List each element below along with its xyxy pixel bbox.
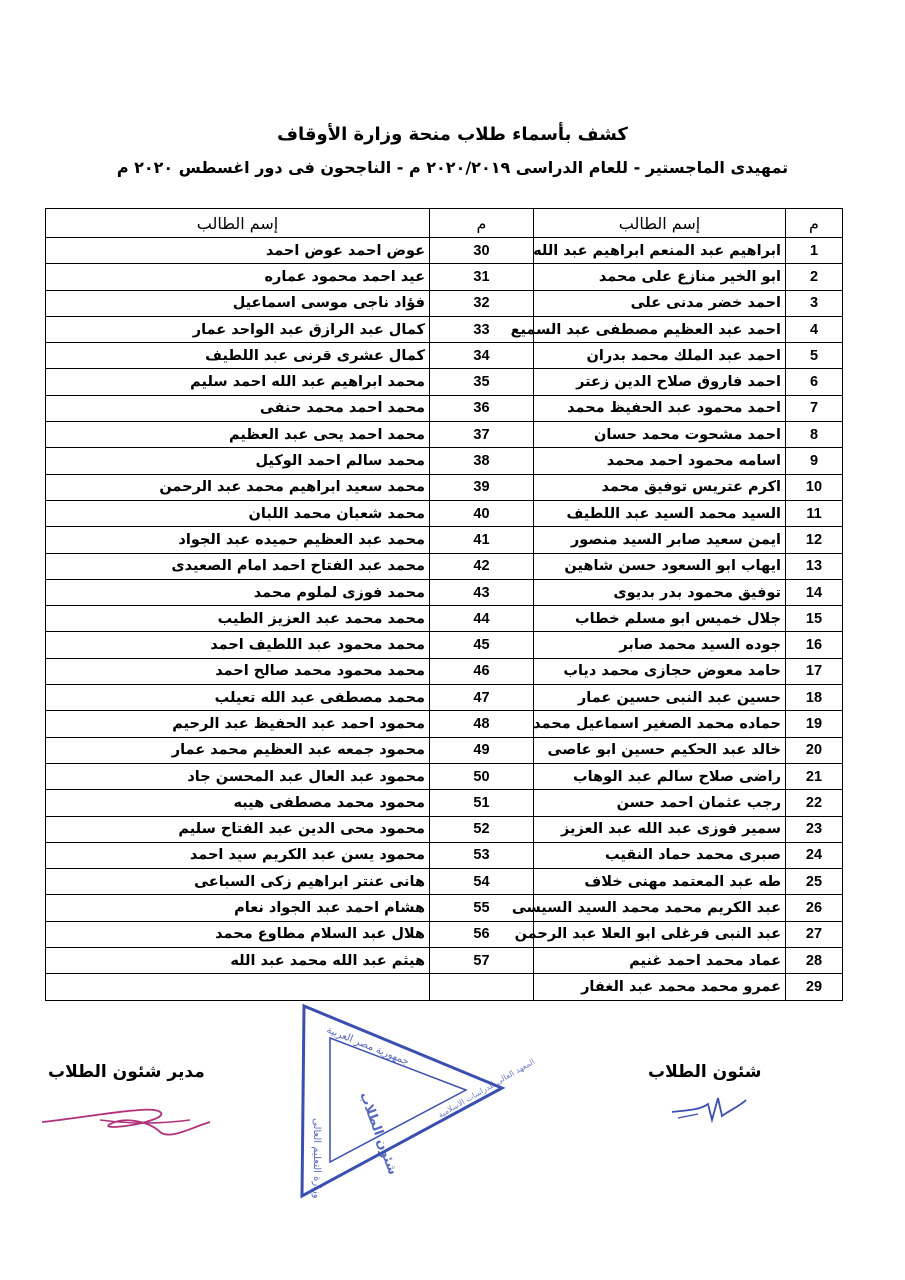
student-name: محمود يسن عبد الكريم سيد احمد [46, 842, 430, 868]
row-number: 17 [786, 658, 843, 684]
table-row [46, 553, 843, 579]
student-name: هشام احمد عبد الجواد نعام [46, 895, 430, 921]
row-number: 1 [786, 238, 843, 264]
table-row [46, 474, 843, 500]
student-name: احمد عبد العظيم مصطفى عبد السميع [534, 316, 786, 342]
student-name: هلال عبد السلام مطاوع محمد [46, 921, 430, 947]
student-name: محمد عبد العظيم حميده عبد الجواد [46, 527, 430, 553]
row-number: 55 [430, 895, 534, 921]
row-number: 40 [430, 500, 534, 526]
table-row [46, 737, 843, 763]
student-name: فؤاد ناجى موسى اسماعيل [46, 290, 430, 316]
row-number: 45 [430, 632, 534, 658]
row-number: 50 [430, 763, 534, 789]
student-name: اكرم عتريس توفيق محمد [534, 474, 786, 500]
row-number: 15 [786, 606, 843, 632]
table-row [46, 658, 843, 684]
student-name: جوده السيد محمد صابر [534, 632, 786, 658]
table-row [46, 948, 843, 974]
table-header-row [46, 209, 843, 238]
table-row [46, 711, 843, 737]
student-name: محمود احمد عبد الحفيظ عبد الرحيم [46, 711, 430, 737]
row-number: 32 [430, 290, 534, 316]
row-number: 30 [430, 238, 534, 264]
student-name: ايهاب ابو السعود حسن شاهين [534, 553, 786, 579]
row-number: 21 [786, 763, 843, 789]
row-number: 43 [430, 579, 534, 605]
row-number: 41 [430, 527, 534, 553]
row-number: 35 [430, 369, 534, 395]
row-number: 25 [786, 869, 843, 895]
row-number: 28 [786, 948, 843, 974]
row-number: 11 [786, 500, 843, 526]
table-row [46, 895, 843, 921]
row-number: 44 [430, 606, 534, 632]
row-number: 3 [786, 290, 843, 316]
student-name: هيثم عبد الله محمد عبد الله [46, 948, 430, 974]
row-number: 5 [786, 343, 843, 369]
student-name: محمد محمد عبد العزيز الطيب [46, 606, 430, 632]
student-name: محمد مصطفى عبد الله تعيلب [46, 685, 430, 711]
row-number: 19 [786, 711, 843, 737]
row-number: 18 [786, 685, 843, 711]
header-num: م [786, 209, 843, 238]
affairs-signature [668, 1090, 750, 1130]
row-number: 12 [786, 527, 843, 553]
student-name: محمود محى الدين عبد الفتاح سليم [46, 816, 430, 842]
table-row [46, 343, 843, 369]
row-number: 7 [786, 395, 843, 421]
row-number: 48 [430, 711, 534, 737]
students-table [45, 208, 843, 1001]
student-name: احمد محمود عبد الحفيظ محمد [534, 395, 786, 421]
student-name: توفيق محمود بدر بديوى [534, 579, 786, 605]
table-row [46, 685, 843, 711]
manager-signature [40, 1098, 215, 1143]
student-name: هانى عنتر ابراهيم زكى السباعى [46, 869, 430, 895]
student-name: عيد احمد محمود عماره [46, 264, 430, 290]
table-row [46, 238, 843, 264]
row-number: 57 [430, 948, 534, 974]
student-name: طه عبد المعتمد مهنى خلاف [534, 869, 786, 895]
page-title: كشف بأسماء طلاب منحة وزارة الأوقاف [277, 124, 628, 145]
student-name: محمود محمد مصطفى هيبه [46, 790, 430, 816]
row-number [430, 974, 534, 1000]
student-name: محمد ابراهيم عبد الله احمد سليم [46, 369, 430, 395]
row-number: 56 [430, 921, 534, 947]
table-row [46, 842, 843, 868]
row-number: 2 [786, 264, 843, 290]
table-row [46, 395, 843, 421]
row-number: 38 [430, 448, 534, 474]
row-number: 16 [786, 632, 843, 658]
student-name: محمود عبد العال عبد المحسن جاد [46, 763, 430, 789]
row-number: 29 [786, 974, 843, 1000]
student-name: حسين عبد النبى حسين عمار [534, 685, 786, 711]
svg-text:جمهورية مصر العربية: جمهورية مصر العربية [324, 1024, 411, 1068]
table-row [46, 527, 843, 553]
svg-text:المعهد العالى للدراسات الاسلام: المعهد العالى للدراسات الاسلامية [436, 1056, 537, 1120]
header-name: إسم الطالب [534, 209, 786, 238]
student-name: محمد فوزى لملوم محمد [46, 579, 430, 605]
student-name: جلال خميس ابو مسلم خطاب [534, 606, 786, 632]
student-name: محمد محمود عبد اللطيف احمد [46, 632, 430, 658]
row-number: 22 [786, 790, 843, 816]
student-name: حامد معوض حجازى محمد دياب [534, 658, 786, 684]
student-name: محمود جمعه عبد العظيم محمد عمار [46, 737, 430, 763]
student-name: احمد خضر مدنى على [534, 290, 786, 316]
row-number: 10 [786, 474, 843, 500]
row-number: 52 [430, 816, 534, 842]
student-name: حماده محمد الصغير اسماعيل محمد [534, 711, 786, 737]
table-row [46, 500, 843, 526]
student-name: ابراهيم عبد المنعم ابراهيم عبد الله [534, 238, 786, 264]
student-name: ايمن سعيد صابر السيد منصور [534, 527, 786, 553]
student-name: رجب عثمان احمد حسن [534, 790, 786, 816]
table-row [46, 448, 843, 474]
row-number: 53 [430, 842, 534, 868]
header-name: إسم الطالب [46, 209, 430, 238]
student-name: عوض احمد عوض احمد [46, 238, 430, 264]
official-stamp [290, 998, 537, 1203]
page-subtitle: تمهيدى الماجستير - للعام الدراسى ٢٠٢٠/٢٠١٩ م - الناجحون فى دور اغسطس ٢٠٢٠ م [116, 158, 789, 177]
student-name: صبرى محمد حماد النقيب [534, 842, 786, 868]
student-name: عبد النبى فرغلى ابو العلا عبد الرحمن [534, 921, 786, 947]
header-num: م [430, 209, 534, 238]
table-row [46, 316, 843, 342]
student-name: كمال عبد الرازق عبد الواحد عمار [46, 316, 430, 342]
table-row [46, 632, 843, 658]
student-name: السيد محمد السيد عبد اللطيف [534, 500, 786, 526]
row-number: 4 [786, 316, 843, 342]
row-number: 54 [430, 869, 534, 895]
row-number: 51 [430, 790, 534, 816]
student-name: محمد احمد يحى عبد العظيم [46, 422, 430, 448]
student-name: محمد محمود محمد صالح احمد [46, 658, 430, 684]
row-number: 31 [430, 264, 534, 290]
table-row [46, 290, 843, 316]
student-name: محمد سعيد ابراهيم محمد عبد الرحمن [46, 474, 430, 500]
student-name: ابو الخير منازع على محمد [534, 264, 786, 290]
row-number: 20 [786, 737, 843, 763]
row-number: 49 [430, 737, 534, 763]
table-body [46, 238, 843, 1001]
row-number: 34 [430, 343, 534, 369]
student-name [46, 974, 430, 1000]
student-name: احمد فاروق صلاح الدين زعتر [534, 369, 786, 395]
row-number: 36 [430, 395, 534, 421]
table-row [46, 869, 843, 895]
row-number: 39 [430, 474, 534, 500]
student-name: خالد عبد الحكيم حسين ابو عاصى [534, 737, 786, 763]
row-number: 23 [786, 816, 843, 842]
row-number: 24 [786, 842, 843, 868]
table-row [46, 264, 843, 290]
table-row [46, 921, 843, 947]
row-number: 27 [786, 921, 843, 947]
row-number: 26 [786, 895, 843, 921]
student-name: احمد مشحوت محمد حسان [534, 422, 786, 448]
student-name: كمال عشرى قرنى عبد اللطيف [46, 343, 430, 369]
svg-text:شئون الطلاب: شئون الطلاب [356, 1090, 401, 1177]
table-row [46, 606, 843, 632]
student-name: محمد سالم احمد الوكيل [46, 448, 430, 474]
row-number: 42 [430, 553, 534, 579]
student-name: عمرو محمد محمد عبد الغفار [534, 974, 786, 1000]
row-number: 46 [430, 658, 534, 684]
row-number: 13 [786, 553, 843, 579]
students-affairs-label: شئون الطلاب [648, 1062, 762, 1082]
student-name: عماد محمد احمد غنيم [534, 948, 786, 974]
table-row [46, 579, 843, 605]
student-name: سمير فوزى عبد الله عبد العزيز [534, 816, 786, 842]
student-name: احمد عبد الملك محمد بدران [534, 343, 786, 369]
students-affairs-manager-label: مدير شئون الطلاب [48, 1062, 205, 1082]
table-row [46, 974, 843, 1000]
table-row [46, 763, 843, 789]
student-name: راضى صلاح سالم عبد الوهاب [534, 763, 786, 789]
student-name: محمد عبد الفتاح احمد امام الصعيدى [46, 553, 430, 579]
table-row [46, 369, 843, 395]
row-number: 47 [430, 685, 534, 711]
row-number: 8 [786, 422, 843, 448]
student-name: محمد شعبان محمد اللبان [46, 500, 430, 526]
svg-text:وزارة التعليم العالى: وزارة التعليم العالى [311, 1118, 322, 1199]
student-name: اسامه محمود احمد محمد [534, 448, 786, 474]
table-row [46, 422, 843, 448]
row-number: 37 [430, 422, 534, 448]
table-row [46, 790, 843, 816]
row-number: 9 [786, 448, 843, 474]
student-name: محمد احمد محمد حنفى [46, 395, 430, 421]
row-number: 14 [786, 579, 843, 605]
row-number: 6 [786, 369, 843, 395]
student-name: عبد الكريم محمد محمد السيد السيسى [534, 895, 786, 921]
table-row [46, 816, 843, 842]
row-number: 33 [430, 316, 534, 342]
